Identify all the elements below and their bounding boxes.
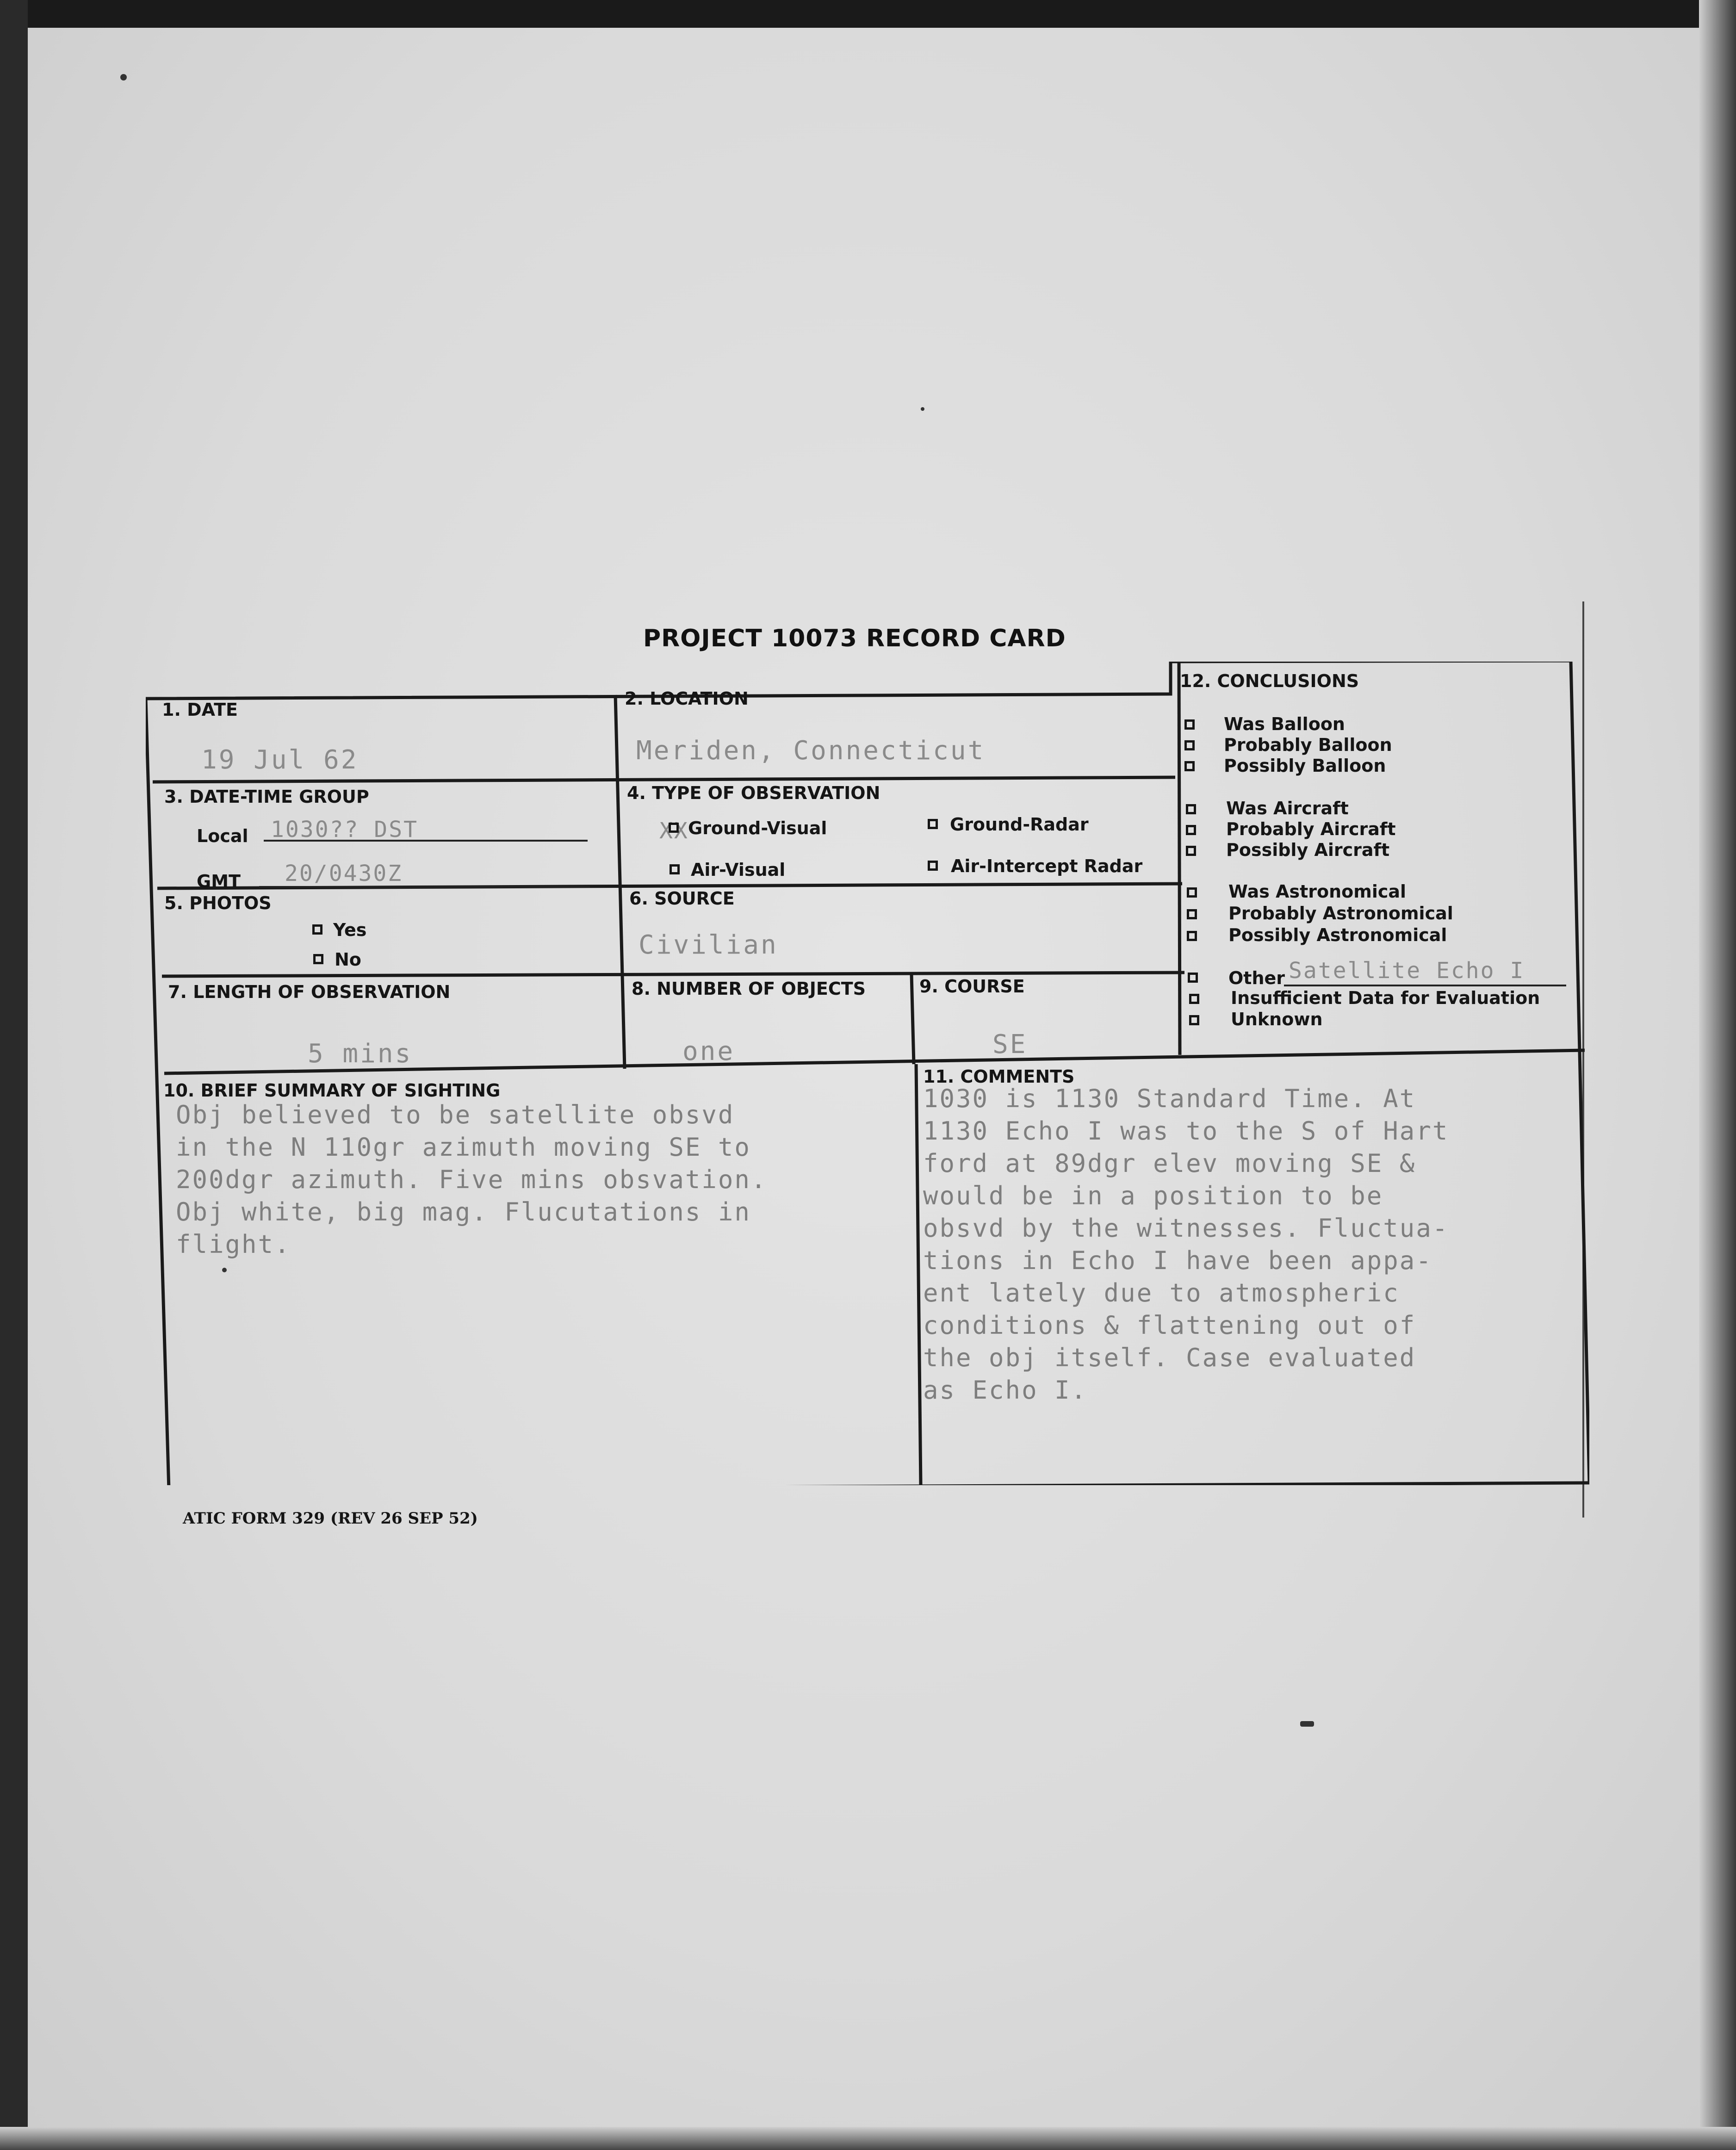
insufficient-data-checkbox[interactable]: [1189, 994, 1199, 1004]
possibly-aircraft-checkbox[interactable]: [1186, 846, 1196, 856]
photos-no-label: No: [335, 949, 361, 970]
date-value: 19 Jul 62: [201, 745, 359, 775]
summary-text: Obj believed to be satellite obsvd in the N 110gr azimuth moving SE to 200dgr azimuth. Five mins obsvation. Obj white, big mag. Flucutations in flight.: [176, 1100, 768, 1259]
photo-border-right: [1699, 0, 1736, 2150]
was-astronomical-checkbox[interactable]: [1187, 887, 1197, 898]
local-value: 1030?? DST: [271, 817, 418, 843]
was-aircraft-checkbox[interactable]: [1186, 804, 1196, 814]
length-value: 5 mins: [308, 1039, 413, 1069]
ground-radar-checkbox[interactable]: [928, 819, 938, 829]
was-astronomical-label: Was Astronomical: [1228, 881, 1407, 902]
probably-astronomical-label: Probably Astronomical: [1228, 903, 1453, 923]
summary-label: 10. BRIEF SUMMARY OF SIGHTING: [163, 1080, 501, 1101]
insufficient-data-label: Insufficient Data for Evaluation: [1231, 988, 1540, 1008]
location-value: Meriden, Connecticut: [636, 736, 986, 766]
possibly-astronomical-checkbox[interactable]: [1187, 931, 1197, 941]
local-underline: [264, 840, 588, 842]
date-label: 1. DATE: [162, 700, 238, 720]
source-value: Civilian: [639, 930, 778, 960]
probably-astronomical-checkbox[interactable]: [1187, 909, 1197, 919]
form-id: ATIC FORM 329 (REV 26 SEP 52): [183, 1509, 478, 1528]
photos-yes-checkbox[interactable]: [312, 924, 322, 935]
photos-label: 5. PHOTOS: [164, 893, 272, 913]
other-label: Other: [1228, 968, 1285, 988]
location-label: 2. LOCATION: [625, 688, 749, 709]
source-label: 6. SOURCE: [629, 888, 735, 909]
length-label: 7. LENGTH OF OBSERVATION: [168, 982, 451, 1002]
other-checkbox[interactable]: [1188, 973, 1198, 983]
dust-speck: [921, 407, 924, 411]
rule-row-1: [153, 777, 1175, 782]
other-underline: [1284, 985, 1566, 986]
possibly-aircraft-label: Possibly Aircraft: [1226, 840, 1390, 860]
probably-aircraft-label: Probably Aircraft: [1226, 819, 1396, 839]
possibly-balloon-label: Possibly Balloon: [1224, 756, 1386, 776]
comments-label: 11. COMMENTS: [923, 1066, 1075, 1087]
unknown-checkbox[interactable]: [1189, 1015, 1199, 1025]
card-title: PROJECT 10073 RECORD CARD: [643, 625, 1066, 652]
dust-speck: [120, 74, 127, 81]
rule-col-1: [615, 695, 625, 1069]
gmt-underline: [259, 886, 590, 888]
probably-aircraft-checkbox[interactable]: [1186, 825, 1196, 835]
conclusions-label: 12. CONCLUSIONS: [1180, 671, 1359, 691]
air-intercept-radar-checkbox[interactable]: [928, 861, 938, 871]
rule-col-4: [1179, 662, 1180, 1055]
observation-type-mark: XX: [659, 818, 689, 844]
probably-balloon-checkbox[interactable]: [1184, 740, 1195, 750]
was-aircraft-label: Was Aircraft: [1226, 798, 1349, 818]
photos-no-checkbox[interactable]: [313, 954, 323, 964]
objects-label: 8. NUMBER OF OBJECTS: [632, 979, 866, 999]
air-visual-label: Air-Visual: [691, 860, 786, 880]
possibly-astronomical-label: Possibly Astronomical: [1228, 925, 1447, 945]
ground-visual-checkbox[interactable]: [669, 823, 679, 833]
ground-visual-label: Ground-Visual: [688, 818, 827, 838]
air-intercept-radar-label: Air-Intercept Radar: [951, 856, 1143, 876]
photo-border-top: [0, 0, 1736, 28]
objects-value: one: [682, 1036, 735, 1066]
possibly-balloon-checkbox[interactable]: [1184, 761, 1195, 771]
rule-col-2: [911, 974, 914, 1064]
photos-yes-label: Yes: [333, 920, 367, 940]
other-value: Satellite Echo I: [1289, 958, 1525, 984]
was-balloon-checkbox[interactable]: [1184, 719, 1195, 730]
comments-text: 1030 is 1130 Standard Time. At 1130 Echo I was to the S of Hart ford at 89dgr elev moving SE & would be in a position to be obsvd by the witnesses. Fluctua- tions in Echo I have been appa- ent lately due to atmospheric conditions & flattening out of the obj itself. Case evaluated as Echo I.: [923, 1084, 1449, 1405]
photo-border-left: [0, 0, 28, 2150]
gmt-value: 20/0430Z: [285, 861, 403, 886]
record-card: [146, 662, 1589, 1485]
rule-row-3: [162, 973, 1184, 976]
course-label: 9. COURSE: [919, 976, 1025, 997]
unknown-label: Unknown: [1231, 1009, 1323, 1029]
datetime-label: 3. DATE-TIME GROUP: [164, 787, 369, 807]
dust-speck: [1300, 1721, 1314, 1727]
observation-type-label: 4. TYPE OF OBSERVATION: [627, 783, 880, 803]
ground-radar-label: Ground-Radar: [950, 814, 1089, 835]
photo-border-bottom: [0, 2127, 1736, 2150]
course-value: SE: [992, 1029, 1028, 1060]
rule-col-3: [916, 1064, 921, 1485]
air-visual-checkbox[interactable]: [670, 864, 680, 874]
was-balloon-label: Was Balloon: [1224, 714, 1345, 734]
probably-balloon-label: Probably Balloon: [1224, 735, 1392, 755]
gmt-label: GMT: [197, 871, 241, 892]
local-label: Local: [197, 826, 248, 846]
